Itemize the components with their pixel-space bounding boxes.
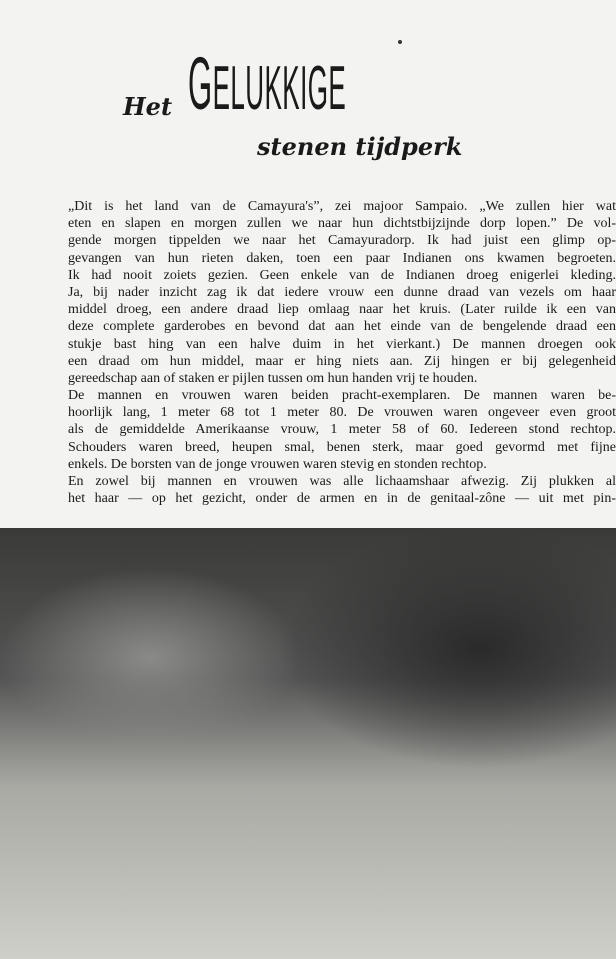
text-line: als de gemiddelde Amerikaanse vrouw, 1 meter 58 of 60. Iedereen stond rechtop. <box>68 422 616 438</box>
text-line: een draad om hun middel, maar er hing niets aan. Zij hingen er bij gelegenheid <box>68 353 616 369</box>
article-photo <box>0 528 616 959</box>
article-body <box>68 198 616 507</box>
text-line: middel droeg, een andere draad liep omlaag naar het kruis. (Later ruilde ik een van <box>68 302 616 318</box>
title-prefix: Het <box>123 92 173 121</box>
print-speck <box>398 40 402 44</box>
title-subtitle: stenen tijdperk <box>257 132 463 161</box>
title-main-word: GELUKKIGE <box>188 42 347 125</box>
text-line: gereedschap aan of staken er pijlen tussen om hun handen vrij te houden. <box>68 370 478 386</box>
text-line: deze complete garderobes en bevond dat aan het einde van de bengelende draad een <box>68 319 616 335</box>
text-line: eten en slapen en morgen zullen we naar hun dichtstbijzijnde dorp lopen.” De vol- <box>68 216 616 232</box>
text-line: En zowel bij mannen en vrouwen was alle lichaamshaar afwezig. Zij plukken al <box>68 474 616 489</box>
text-line: gevangen van hun rieten daken, toen een paar Indianen ons kwamen begroeten. <box>68 250 616 266</box>
text-line: Ja, bij nader inzicht zag ik dat iedere vrouw een dunne draad van vezels om haar <box>68 284 616 300</box>
text-line: enkels. De borsten van de jonge vrouwen waren stevig en stonden rechtop. <box>68 456 487 472</box>
text-line: De mannen en vrouwen waren beiden pracht-exemplaren. De mannen waren be- <box>68 388 616 404</box>
text-line: het haar — op het gezicht, onder de armen en in de genitaal-zône — uit met pin- <box>68 491 616 507</box>
text-line: hoorlijk lang, 1 meter 68 tot 1 meter 80. De vrouwen waren ongeveer even groot <box>68 405 616 421</box>
text-line: Ik had nooit zoiets gezien. Geen enkele van de Indianen droeg enigerlei kleding. <box>68 267 616 283</box>
text-line: „Dit is het land van de Camayura's”, zei majoor Sampaio. „We zullen hier wat <box>68 199 616 214</box>
text-line: Schouders waren breed, heupen smal, benen sterk, maar goed gevormd met fijne <box>68 439 616 455</box>
text-line: stukje bast hing van een halve duim in het vierkant.) De mannen droegen ook <box>68 336 616 352</box>
text-line: gende morgen tippelden we naar het Camayuradorp. Ik had juist een glimp op- <box>68 233 616 249</box>
